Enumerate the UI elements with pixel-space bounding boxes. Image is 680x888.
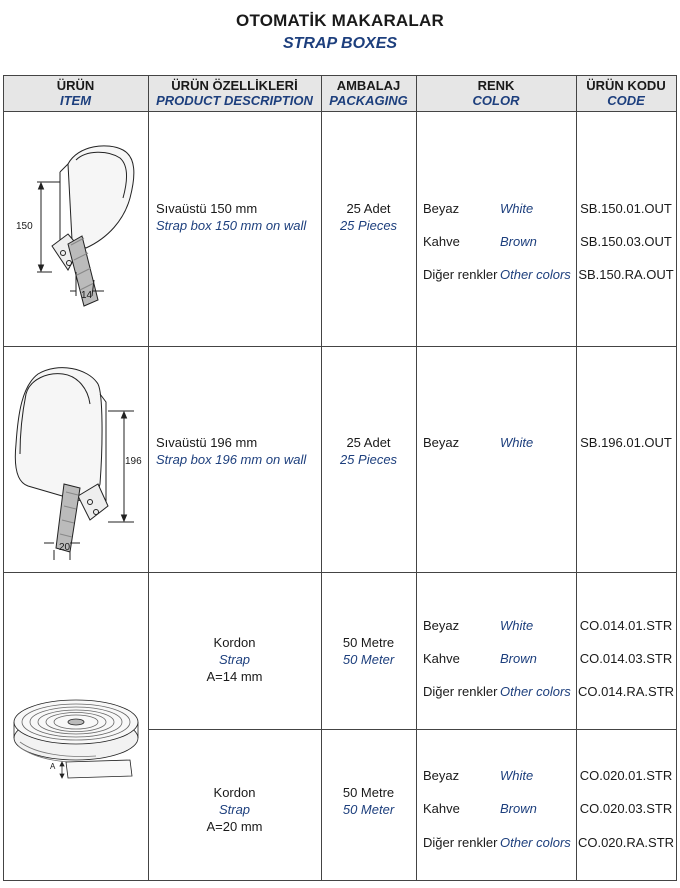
row3-code-3: CO.014.RA.STR [577, 684, 675, 699]
row3-color-2-tr: Kahve [423, 651, 460, 666]
row3-code-1: CO.014.01.STR [579, 618, 673, 633]
row4-code-3: CO.020.RA.STR [577, 835, 675, 850]
header-color [416, 75, 576, 111]
row4-color-1-tr: Beyaz [423, 768, 460, 783]
dim-label-a: A [50, 762, 56, 771]
row3-color-2-en: Brown [500, 651, 537, 666]
row4-pack-tr: 50 Metre [342, 785, 395, 800]
row2-color-1-en: White [500, 435, 534, 450]
dim-height-196: 196 [125, 456, 142, 467]
row4-packaging [321, 784, 416, 818]
row1-color-2-en: Brown [500, 234, 537, 249]
row4-color-3-tr: Diğer renkler [423, 835, 498, 850]
header-color-tr: RENK [477, 78, 515, 93]
dim-width-14: 14 [81, 290, 93, 301]
header-description [148, 75, 321, 111]
row1-pack-en: 25 Pieces [339, 218, 398, 233]
header-packaging-tr: AMBALAJ [336, 78, 401, 93]
row3-desc-tr: Kordon [213, 635, 256, 650]
page-title: OTOMATİK MAKARALAR [236, 11, 444, 30]
row4-color-3-en: Other colors [500, 835, 571, 850]
header-description-en: PRODUCT DESCRIPTION [156, 93, 313, 108]
row2-code-1: SB.196.01.OUT [580, 435, 672, 450]
row1-color-1-tr: Beyaz [423, 201, 460, 216]
page-subtitle: STRAP BOXES [282, 35, 398, 52]
row3-code-2: CO.014.03.STR [579, 651, 673, 666]
row2-desc-tr: Sıvaüstü 196 mm [156, 435, 258, 450]
row3-color-3-tr: Diğer renkler [423, 684, 498, 699]
row1-code-1: SB.150.01.OUT [580, 201, 672, 216]
row3-pack-en: 50 Meter [342, 652, 395, 667]
dim-height-150: 150 [16, 221, 33, 232]
header-code [576, 75, 676, 111]
header-code-en: CODE [607, 93, 645, 108]
header-packaging-en: PACKAGING [329, 93, 408, 108]
row2-packaging [321, 434, 416, 468]
row2-pack-en: 25 Pieces [339, 452, 398, 467]
row4-pack-en: 50 Meter [342, 802, 395, 817]
row1-packaging [321, 200, 416, 234]
row1-desc-en: Strap box 150 mm on wall [156, 218, 307, 233]
dim-width-20: 20 [59, 542, 71, 553]
row3-description [148, 634, 321, 685]
row4-color-2-tr: Kahve [423, 801, 460, 816]
row1-color-2-tr: Kahve [423, 234, 460, 249]
row4-desc-tr: Kordon [213, 785, 256, 800]
row4-code-1: CO.020.01.STR [579, 768, 673, 783]
row3-desc-en: Strap [218, 652, 251, 667]
strap-box-196-image [8, 354, 143, 569]
header-item-en: ITEM [59, 93, 92, 108]
row2-color-1-tr: Beyaz [423, 435, 460, 450]
header-color-en: COLOR [472, 93, 520, 108]
row1-color-1-en: White [500, 201, 534, 216]
header-code-tr: ÜRÜN KODU [586, 78, 666, 93]
row2-description [156, 434, 306, 468]
row4-color-2-en: Brown [500, 801, 537, 816]
row3-color-1-tr: Beyaz [423, 618, 460, 633]
row1-desc-tr: Sıvaüstü 150 mm [156, 201, 258, 216]
row3-desc-size: A=14 mm [206, 669, 263, 684]
header-item-tr: ÜRÜN [56, 78, 95, 93]
row2-desc-en: Strap box 196 mm on wall [156, 452, 307, 467]
row1-code-3: SB.150.RA.OUT [578, 267, 674, 282]
row1-color-3-en: Other colors [500, 267, 571, 282]
row3-packaging [321, 634, 416, 668]
row3-color-1-en: White [500, 618, 534, 633]
header-packaging [321, 75, 416, 111]
row4-description [148, 784, 321, 835]
row3-color-3-en: Other colors [500, 684, 571, 699]
row4-code-2: CO.020.03.STR [579, 801, 673, 816]
row4-desc-en: Strap [218, 802, 251, 817]
row2-pack-tr: 25 Adet [346, 435, 391, 450]
row1-color-3-tr: Diğer renkler [423, 267, 498, 282]
row1-description [156, 200, 306, 234]
header-description-tr: ÜRÜN ÖZELLİKLERİ [171, 78, 298, 93]
row1-code-2: SB.150.03.OUT [580, 234, 672, 249]
row4-color-1-en: White [500, 768, 534, 783]
header-item [3, 75, 148, 111]
row4-desc-size: A=20 mm [206, 819, 263, 834]
strap-roll-image [6, 680, 146, 780]
row3-pack-tr: 50 Metre [342, 635, 395, 650]
row1-pack-tr: 25 Adet [346, 201, 391, 216]
